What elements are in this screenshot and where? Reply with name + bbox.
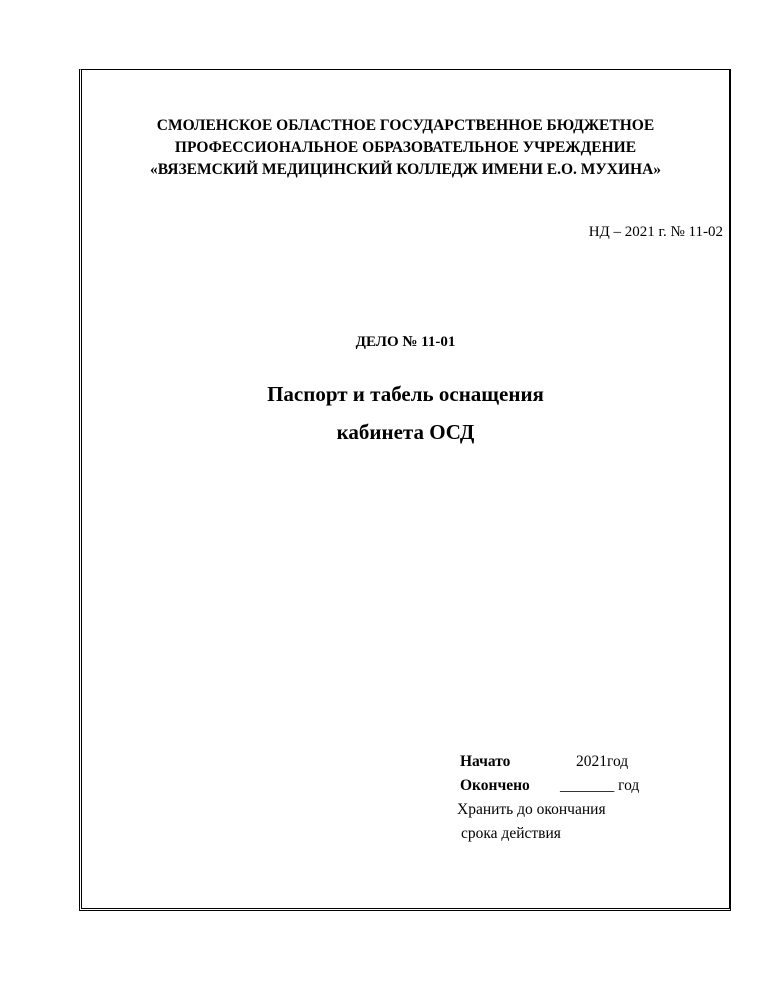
title-line-1: Паспорт и табель оснащения <box>267 382 544 406</box>
institution-name <box>82 115 729 181</box>
finished-value: _______ год <box>560 777 640 794</box>
document-title <box>82 375 729 451</box>
document-number: НД – 2021 г. № 11-02 <box>588 224 723 240</box>
validity-period-text: срока действия <box>461 825 561 842</box>
case-number: ДЕЛО № 11-01 <box>355 334 456 350</box>
institution-line-2: ПРОФЕССИОНАЛЬНОЕ ОБРАЗОВАТЕЛЬНОЕ УЧРЕЖДЕНИЕ <box>174 139 637 156</box>
finished-label: Окончено <box>460 777 530 794</box>
started-label: Начато <box>460 753 511 770</box>
keep-until-text: Хранить до окончания <box>457 801 606 818</box>
started-value: 2021год <box>576 753 629 770</box>
document-border-frame <box>79 69 731 911</box>
institution-line-3: «ВЯЗЕМСКИЙ МЕДИЦИНСКИЙ КОЛЛЕДЖ ИМЕНИ Е.О. МУХИНА» <box>149 161 662 178</box>
title-line-2: кабинета ОСД <box>336 420 475 444</box>
institution-line-1: СМОЛЕНСКОЕ ОБЛАСТНОЕ ГОСУДАРСТВЕННОЕ БЮДЖЕТНОЕ <box>156 117 655 134</box>
